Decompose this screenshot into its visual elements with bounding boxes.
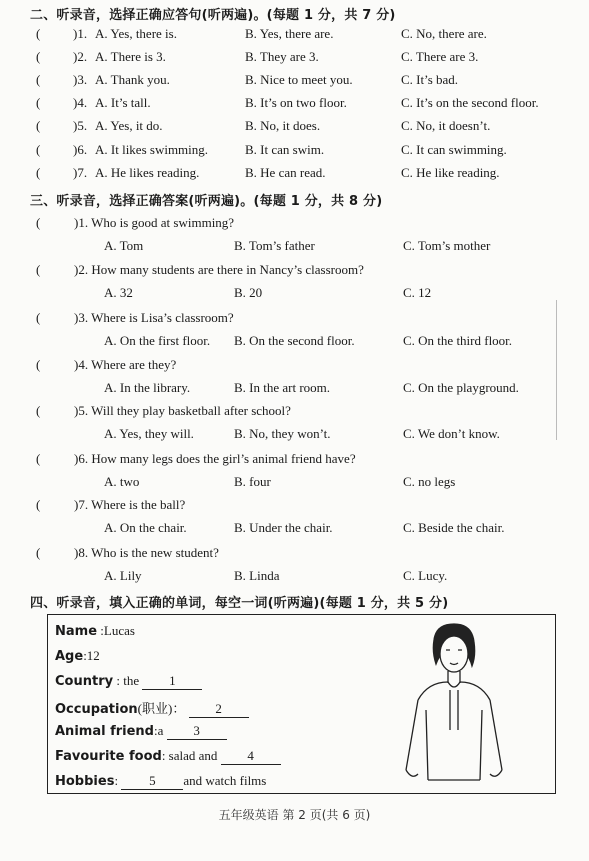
section2-title: 二、听录音，选择正确应答句(听两遍)。(每题 1 分，共 7 分) bbox=[30, 8, 396, 23]
question-number: )7. bbox=[73, 165, 88, 180]
answer-blank[interactable]: ( bbox=[36, 118, 41, 133]
question-text: )7. Where is the ball? bbox=[74, 497, 186, 512]
section3-question bbox=[0, 545, 589, 565]
answer-blank[interactable]: ( bbox=[36, 545, 41, 560]
option-b: B. Linda bbox=[234, 568, 280, 583]
section3-options bbox=[0, 426, 589, 446]
answer-blank[interactable]: ( bbox=[36, 49, 41, 64]
option-c: C. No, it doesn’t. bbox=[401, 118, 491, 133]
option-c: C. Beside the chair. bbox=[403, 520, 505, 535]
question-text: )4. Where are they? bbox=[74, 357, 177, 372]
answer-blank[interactable]: ( bbox=[36, 310, 41, 325]
option-c: C. no legs bbox=[403, 474, 456, 489]
option-c: C. There are 3. bbox=[401, 49, 479, 64]
question-number: )5. bbox=[73, 118, 88, 133]
option-a: A. Lily bbox=[104, 568, 142, 583]
blank-3[interactable]: 3 bbox=[167, 723, 227, 740]
option-a: A. It’s tall. bbox=[95, 95, 151, 110]
option-a: A. It likes swimming. bbox=[95, 142, 209, 157]
option-a: A. 32 bbox=[104, 285, 133, 300]
section3-options bbox=[0, 568, 589, 588]
option-c: C. Tom’s mother bbox=[403, 238, 491, 253]
name-value: :Lucas bbox=[100, 623, 135, 638]
hobbies-colon: : bbox=[114, 773, 119, 788]
blank-4[interactable]: 4 bbox=[221, 748, 281, 765]
section3-options bbox=[0, 520, 589, 540]
section2-question bbox=[0, 118, 589, 138]
girl-illustration bbox=[398, 620, 508, 790]
option-c: C. No, there are. bbox=[401, 26, 487, 41]
country-label: Country bbox=[55, 674, 114, 689]
answer-blank[interactable]: ( bbox=[36, 497, 41, 512]
question-text: )2. How many students are there in Nancy’s classroom? bbox=[74, 262, 364, 277]
option-c: C. On the third floor. bbox=[403, 333, 513, 348]
section2-question bbox=[0, 95, 589, 115]
option-b: B. It’s on two floor. bbox=[245, 95, 347, 110]
answer-blank[interactable]: ( bbox=[36, 262, 41, 277]
question-text: )6. How many legs does the girl’s animal friend have? bbox=[74, 451, 356, 466]
option-c: C. 12 bbox=[403, 285, 432, 300]
answer-blank[interactable]: ( bbox=[36, 215, 41, 230]
question-number: )6. bbox=[73, 142, 88, 157]
animal-friend-value: :a bbox=[153, 723, 164, 738]
option-b: B. He can read. bbox=[245, 165, 326, 180]
question-text: )8. Who is the new student? bbox=[74, 545, 219, 560]
option-c: C. He like reading. bbox=[401, 165, 500, 180]
option-c: C. It’s bad. bbox=[401, 72, 459, 87]
section2-question bbox=[0, 72, 589, 92]
section3-options bbox=[0, 474, 589, 494]
section3-question bbox=[0, 403, 589, 423]
favourite-food-label: Favourite food bbox=[55, 749, 162, 764]
name-field bbox=[55, 623, 135, 639]
option-b: B. Tom’s father bbox=[234, 238, 315, 253]
question-number: )3. bbox=[73, 72, 88, 87]
option-b: B. It can swim. bbox=[245, 142, 325, 157]
option-b: B. No, they won’t. bbox=[234, 426, 331, 441]
option-b: B. four bbox=[234, 474, 271, 489]
question-text: )5. Will they play basketball after school? bbox=[74, 403, 291, 418]
occupation-cn: (职业)： bbox=[137, 701, 186, 716]
option-a: A. Thank you. bbox=[95, 72, 170, 87]
section3-question bbox=[0, 262, 589, 282]
answer-blank[interactable]: ( bbox=[36, 165, 41, 180]
option-a: A. Tom bbox=[104, 238, 144, 253]
answer-blank[interactable]: ( bbox=[36, 403, 41, 418]
hobbies-tail: and watch films bbox=[183, 773, 267, 788]
country-value: : the bbox=[116, 673, 140, 688]
hobbies-label: Hobbies bbox=[55, 774, 115, 789]
option-b: B. On the second floor. bbox=[234, 333, 355, 348]
option-a: A. On the first floor. bbox=[104, 333, 211, 348]
option-b: B. Yes, there are. bbox=[245, 26, 334, 41]
question-number: )1. bbox=[73, 26, 88, 41]
option-a: A. On the chair. bbox=[104, 520, 187, 535]
answer-blank[interactable]: ( bbox=[36, 142, 41, 157]
option-a: A. There is 3. bbox=[95, 49, 166, 64]
page-footer: 五年级英语 第 2 页(共 6 页) bbox=[218, 808, 371, 822]
option-a: A. Yes, it do. bbox=[95, 118, 163, 133]
section3-options bbox=[0, 380, 589, 400]
answer-blank[interactable]: ( bbox=[36, 451, 41, 466]
section2-question bbox=[0, 26, 589, 46]
question-number: )4. bbox=[73, 95, 88, 110]
option-b: B. Under the chair. bbox=[234, 520, 333, 535]
option-c: C. We don’t know. bbox=[403, 426, 500, 441]
section3-options bbox=[0, 285, 589, 305]
option-b: B. 20 bbox=[234, 285, 263, 300]
option-a: A. two bbox=[104, 474, 140, 489]
option-c: C. Lucy. bbox=[403, 568, 448, 583]
answer-blank[interactable]: ( bbox=[36, 26, 41, 41]
country-field bbox=[55, 673, 202, 690]
answer-blank[interactable]: ( bbox=[36, 95, 41, 110]
age-value: :12 bbox=[83, 648, 100, 663]
occupation-label: Occupation bbox=[55, 702, 138, 717]
favourite-food-field bbox=[55, 748, 281, 765]
option-c: C. On the playground. bbox=[403, 380, 519, 395]
section3-question bbox=[0, 497, 589, 517]
question-number: )2. bbox=[73, 49, 88, 64]
blank-1[interactable]: 1 bbox=[142, 673, 202, 690]
section2-question bbox=[0, 142, 589, 162]
option-b: B. Nice to meet you. bbox=[245, 72, 353, 87]
section3-question bbox=[0, 310, 589, 330]
section2-question bbox=[0, 49, 589, 69]
option-b: B. In the art room. bbox=[234, 380, 331, 395]
question-text: )3. Where is Lisa’s classroom? bbox=[74, 310, 234, 325]
animal-friend-label: Animal friend bbox=[55, 724, 154, 739]
option-c: C. It’s on the second floor. bbox=[401, 95, 539, 110]
blank-2[interactable]: 2 bbox=[189, 701, 249, 718]
section3-question bbox=[0, 215, 589, 235]
favourite-food-value: : salad and bbox=[161, 748, 218, 763]
section3-options bbox=[0, 333, 589, 353]
option-a: A. Yes, there is. bbox=[95, 26, 177, 41]
age-label: Age bbox=[55, 649, 84, 664]
option-b: B. No, it does. bbox=[245, 118, 321, 133]
option-a: A. In the library. bbox=[104, 380, 191, 395]
option-c: C. It can swimming. bbox=[401, 142, 507, 157]
age-field bbox=[55, 648, 100, 664]
name-label: Name bbox=[55, 624, 98, 639]
animal-friend-field bbox=[55, 723, 227, 740]
section4-title: 四、听录音，填入正确的单词，每空一词(听两遍)(每题 1 分，共 5 分) bbox=[30, 596, 449, 611]
question-text: )1. Who is good at swimming? bbox=[74, 215, 235, 230]
blank-5[interactable]: 5 bbox=[121, 773, 183, 790]
occupation-field bbox=[55, 698, 249, 718]
section3-question bbox=[0, 357, 589, 377]
option-a: A. Yes, they will. bbox=[104, 426, 194, 441]
section2-question bbox=[0, 165, 589, 185]
option-a: A. He likes reading. bbox=[95, 165, 200, 180]
scan-edge-line bbox=[556, 300, 557, 440]
section3-title: 三、听录音，选择正确答案(听两遍)。(每题 1 分，共 8 分) bbox=[30, 194, 383, 209]
answer-blank[interactable]: ( bbox=[36, 72, 41, 87]
answer-blank[interactable]: ( bbox=[36, 357, 41, 372]
option-b: B. They are 3. bbox=[245, 49, 319, 64]
hobbies-field bbox=[55, 773, 266, 790]
section3-question bbox=[0, 451, 589, 471]
section3-options bbox=[0, 238, 589, 258]
